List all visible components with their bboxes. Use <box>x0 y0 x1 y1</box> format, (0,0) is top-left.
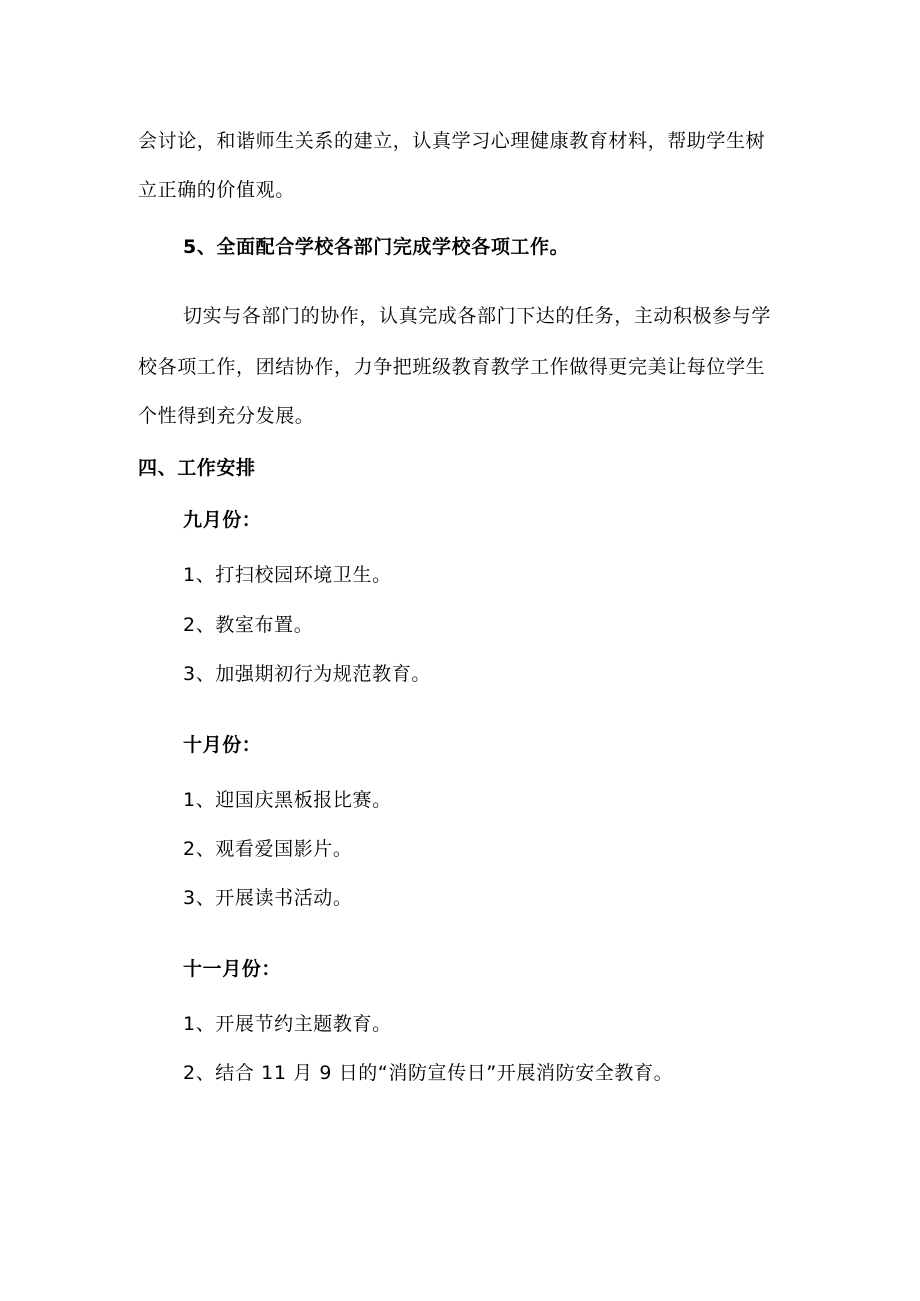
paragraph-line: 切实与各部门的协作，认真完成各部门下达的任务，主动积极参与学 <box>183 305 772 327</box>
list-item: 2、观看爱国影片。 <box>183 838 353 860</box>
paragraph-line: 校各项工作，团结协作，力争把班级教育教学工作做得更完美让每位学生 <box>138 356 766 378</box>
list-item: 1、开展节约主题教育。 <box>183 1013 392 1035</box>
list-item: 2、教室布置。 <box>183 614 314 636</box>
list-item: 1、迎国庆黑板报比赛。 <box>183 789 392 811</box>
month-heading-september: 九月份： <box>183 509 262 531</box>
paragraph-line: 个性得到充分发展。 <box>138 405 315 427</box>
paragraph-line: 会讨论，和谐师生关系的建立，认真学习心理健康教育材料，帮助学生树 <box>138 130 766 152</box>
list-item: 2、结合 11 月 9 日的“消防宣传日”开展消防安全教育。 <box>183 1062 674 1084</box>
paragraph-line: 立正确的价值观。 <box>138 179 295 201</box>
section-4-heading: 四、工作安排 <box>138 457 256 479</box>
month-heading-november: 十一月份： <box>183 958 282 980</box>
list-item: 1、打扫校园环境卫生。 <box>183 564 392 586</box>
list-item: 3、加强期初行为规范教育。 <box>183 663 431 685</box>
list-item: 3、开展读书活动。 <box>183 887 353 909</box>
item-5-heading: 5、全面配合学校各部门完成学校各项工作。 <box>183 236 570 258</box>
month-heading-october: 十月份： <box>183 734 262 756</box>
